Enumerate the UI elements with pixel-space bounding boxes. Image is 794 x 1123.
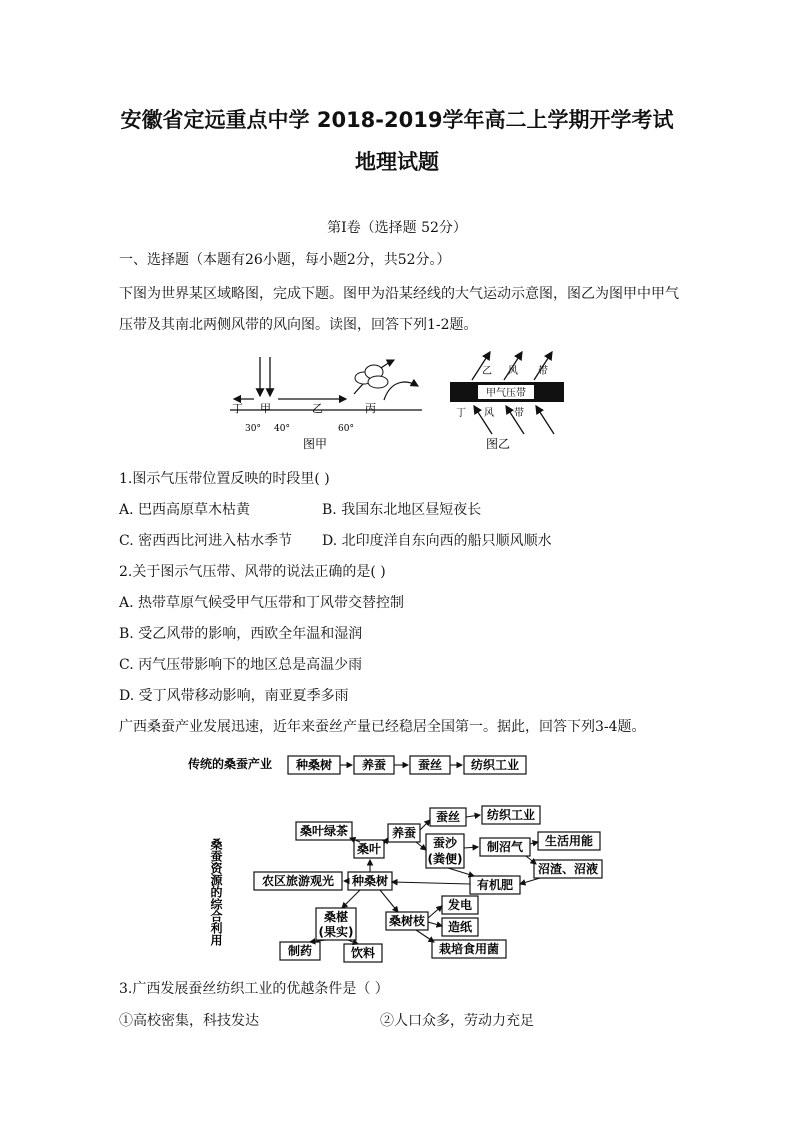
top-label-2: 风 <box>508 366 518 377</box>
wind-arrow-bottom-3 <box>536 406 554 434</box>
trad-node-1-label: 种桑树 <box>295 758 333 772</box>
node-zhazha-label: 沼渣、沼液 <box>537 862 599 876</box>
edge-cansi-fangzhi <box>466 815 480 817</box>
edge-zhongsang-sangshen <box>342 890 360 908</box>
cloud-icon <box>355 365 388 388</box>
edge-yangcan-cansi <box>420 820 430 830</box>
label-ding: 丁 <box>232 402 243 415</box>
node-fadian-label: 发电 <box>447 898 473 912</box>
bottom-label-2: 风 <box>484 408 494 419</box>
tick-30: 30° <box>245 424 261 434</box>
polar-wind-arrow <box>384 382 418 400</box>
node-sangye-lvcha-label: 桑叶绿茶 <box>299 824 349 838</box>
node-zaipei-label: 栽培食用菌 <box>438 942 500 956</box>
passage1-line1: 下图为世界某区域略图，完成下题。图甲为沿某经线的大气运动示意图，图乙为图甲中甲气 <box>119 286 679 302</box>
trad-node-3-label: 蚕丝 <box>417 758 443 772</box>
edge-zhongsang-sangshuzhi <box>380 890 398 912</box>
node-yinliao-label: 饮料 <box>350 946 376 960</box>
title-line-2: 地理试题 <box>355 150 439 174</box>
edge-youjifei-zhongsang <box>392 882 470 884</box>
q2-option-c: C. 丙气压带影响下的地区总是高温少雨 <box>119 657 363 673</box>
node-zhiyao-label: 制药 <box>287 944 313 958</box>
passage2: 广西桑蚕产业发展迅速，近年来蚕丝产量已经稳居全国第一。据此，回答下列3-4题。 <box>119 719 646 735</box>
edge-cansha-youjifei <box>448 868 474 876</box>
q1-option-a: A. 巴西高原草木枯黄 <box>119 502 251 518</box>
tick-40: 40° <box>274 424 290 434</box>
edge-sangye-yangcan <box>384 838 388 844</box>
q3-option-2: ②人口众多，劳动力充足 <box>380 1013 534 1029</box>
node-zaozhi-label: 造纸 <box>447 920 473 934</box>
node-sangshen-label-2: (果实) <box>318 925 354 939</box>
node-youjifei-label: 有机肥 <box>476 878 514 892</box>
pressure-belt-label: 甲气压带 <box>486 388 526 399</box>
title-line-1: 安徽省定远重点中学 2018-2019学年高二上学期开学考试 <box>120 108 674 132</box>
trad-node-2-label: 养蚕 <box>361 758 387 772</box>
caption-yi: 图乙 <box>486 437 511 451</box>
node-cansha-label-2: (粪便) <box>427 852 463 866</box>
q3-option-1: ①高校密集，科技发达 <box>119 1013 259 1029</box>
edge-zhazha-youjifei <box>520 878 540 884</box>
edge-cansha-zhaoqi <box>464 847 478 848</box>
q1-stem: 1.图示气压带位置反映的时段里( ) <box>119 471 330 487</box>
bottom-label-1: 丁 <box>456 408 466 419</box>
caption-jia: 图甲 <box>303 437 328 451</box>
silk-industry-diagram <box>180 746 620 966</box>
q2-option-b: B. 受乙风带的影响，西欧全年温和湿润 <box>119 626 363 642</box>
q1-option-d: D. 北印度洋自东向西的船只顺风顺水 <box>322 533 552 549</box>
node-zhizhaoqi-label: 制沼气 <box>486 840 524 854</box>
edge-zhaoqi-shenghuo <box>530 842 538 844</box>
q2-stem: 2.关于图示气压带、风带的说法正确的是( ) <box>119 564 386 580</box>
node-cansha-label-1: 蚕沙 <box>432 836 458 850</box>
passage1-line2: 压带及其南北两侧风带的风向图。读图，回答下列1-2题。 <box>119 317 478 333</box>
edge-zhi-zaozhi <box>428 922 442 926</box>
edge-zhi-fadian <box>428 906 442 918</box>
label-bing: 丙 <box>365 402 376 415</box>
node-sangshen-label-1: 桑椹 <box>323 910 349 924</box>
figure-yi <box>444 344 570 456</box>
node-nongqu-label: 农区旅游观光 <box>261 874 335 888</box>
part-intro: 一、选择题（本题有26小题，每小题2分，共52分。） <box>119 252 451 268</box>
traditional-label: 传统的桑蚕产业 <box>188 757 273 771</box>
q2-option-a: A. 热带草原气候受甲气压带和丁风带交替控制 <box>119 595 405 611</box>
node-yangcan-label: 养蚕 <box>391 826 417 840</box>
label-yi: 乙 <box>312 402 323 415</box>
edge-zhi-zaipei <box>416 930 434 942</box>
q1-option-b: B. 我国东北地区昼短夜长 <box>322 502 482 518</box>
q1-option-c: C. 密西西比河进入枯水季节 <box>119 533 293 549</box>
edge-yangcan-cansha <box>416 842 426 850</box>
node-sangshuzhi-label: 桑树枝 <box>388 914 426 928</box>
node-shenghuo-label: 生活用能 <box>544 834 594 848</box>
q2-option-d: D. 受丁风带移动影响，南亚夏季多雨 <box>119 688 349 704</box>
node-cansi-label: 蚕丝 <box>435 810 461 824</box>
node-zhongsang-label: 种桑树 <box>351 874 389 888</box>
trad-node-4-label: 纺织工业 <box>470 758 520 772</box>
node-sangye-label: 桑叶 <box>356 842 382 856</box>
node-fangzhi-label: 纺织工业 <box>486 808 536 822</box>
top-label-1: 乙 <box>482 366 492 377</box>
top-label-3: 带 <box>538 366 548 377</box>
figure-jia <box>228 352 424 454</box>
section-header: 第I卷（选择题 52分） <box>327 220 467 236</box>
q3-stem: 3.广西发展蚕丝纺织工业的优越条件是（ ） <box>119 981 389 997</box>
bottom-label-3: 带 <box>514 408 524 419</box>
side-label: 桑蚕资源的综合利用 <box>209 838 223 946</box>
tick-60: 60° <box>338 424 354 434</box>
label-jia: 甲 <box>260 402 271 415</box>
